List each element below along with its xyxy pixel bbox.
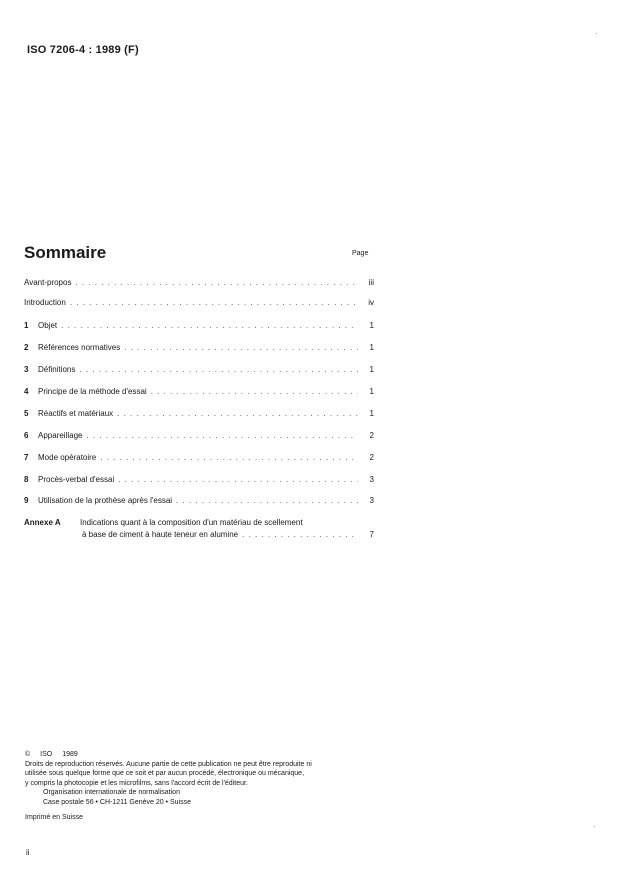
annex-page: 7 [369,530,374,539]
page-number: ii [26,848,30,857]
toc-entry-label: Introduction [24,298,66,307]
toc-entry-page: iii [368,278,374,287]
toc-entry-avant-propos[interactable] [24,277,374,289]
dot-leader [176,495,358,507]
toc-entry-number: 6 [24,431,29,440]
toc-entry-page: 2 [369,431,374,440]
toc-entry-1[interactable] [24,320,374,332]
toc-entry-number: 9 [24,496,29,505]
toc-entry-8[interactable] [24,474,374,486]
toc-entry-page: 1 [369,409,374,418]
dot-leader [117,408,358,420]
annex-number: Annexe A [24,518,61,527]
toc-entry-introduction[interactable] [24,297,374,309]
toc-entry-9[interactable] [24,495,374,507]
toc-entry-label: Objet [38,321,58,330]
toc-entry-2[interactable] [24,342,374,354]
toc-entry-number: 3 [24,365,29,374]
toc-entry-5[interactable] [24,408,374,420]
dot-leader [151,386,358,398]
copyright-org: ISO [40,751,53,758]
toc-entry-6[interactable] [24,430,374,442]
annex-title-line1: Indications quant à la composition d'un matériau de scellement [80,518,303,527]
scan-speck [594,826,595,827]
toc-entry-page: 1 [369,365,374,374]
dot-leader [75,277,358,289]
toc-entry-page: 3 [369,496,374,505]
toc-entry-label: Procès-verbal d'essai [38,475,115,484]
toc-page-column-label: Page [352,250,369,257]
toc-entry-page: 2 [369,453,374,462]
annex-title-line2: à base de ciment à haute teneur en alumine [82,530,239,539]
dot-leader [79,364,358,376]
annex-title-line2-row [80,529,374,541]
toc-entry-page: 1 [369,343,374,352]
toc-entry-page: 1 [369,387,374,396]
organization-name: Organisation internationale de normalisation [43,789,180,796]
copyright-notice [25,750,385,823]
toc-entry-label: Mode opératoire [38,453,97,462]
toc-entry-number: 1 [24,321,29,330]
toc-entry-label: Utilisation de la prothèse après l'essai [38,496,173,505]
dot-leader [100,452,358,464]
copyright-year: 1989 [62,751,78,758]
toc-title: Sommaire [24,243,107,262]
toc-entry-3[interactable] [24,364,374,376]
rights-line-2: utilisée sous quelque forme que ce soit et par aucun procédé, électronique ou mécanique, [25,770,305,777]
toc-entry-label: Définitions [38,365,76,374]
toc-entry-7[interactable] [24,452,374,464]
rights-line-1: Droits de reproduction réservés. Aucune partie de cette publication ne peut être reproduite ni [25,760,312,768]
rights-line-3: y compris la photocopie et les microfilms, sans l'accord écrit de l'éditeur. [25,779,248,787]
toc-entry-label: Avant-propos [24,278,72,287]
dot-leader [61,320,358,332]
dot-leader [242,529,358,541]
dot-leader [86,430,358,442]
toc-entry-number: 4 [24,387,29,396]
scan-speck [596,33,597,34]
toc-entry-number: 8 [24,475,29,484]
toc-entry-page: 3 [369,475,374,484]
printed-in: Imprimé en Suisse [25,814,83,821]
toc-entry-label: Références normatives [38,343,121,352]
toc-entry-page: 1 [369,321,374,330]
toc-entry-number: 2 [24,343,29,352]
toc-entry-4[interactable] [24,386,374,398]
copyright-line [25,750,385,760]
document-reference: ISO 7206-4 : 1989 (F) [27,44,139,56]
toc-entry-page: iv [368,298,374,307]
toc-entry-number: 5 [24,409,29,418]
organization-address: Case postale 56 • CH-1211 Genève 20 • Suisse [43,798,191,806]
toc-entry-number: 7 [24,453,29,462]
dot-leader [70,297,358,309]
toc-entry-label: Appareillage [38,431,83,440]
toc-entry-label: Réactifs et matériaux [38,409,114,418]
copyright-symbol: © [25,751,31,758]
dot-leader [118,474,358,486]
dot-leader [124,342,358,354]
toc-entry-label: Principe de la méthode d'essai [38,387,147,396]
